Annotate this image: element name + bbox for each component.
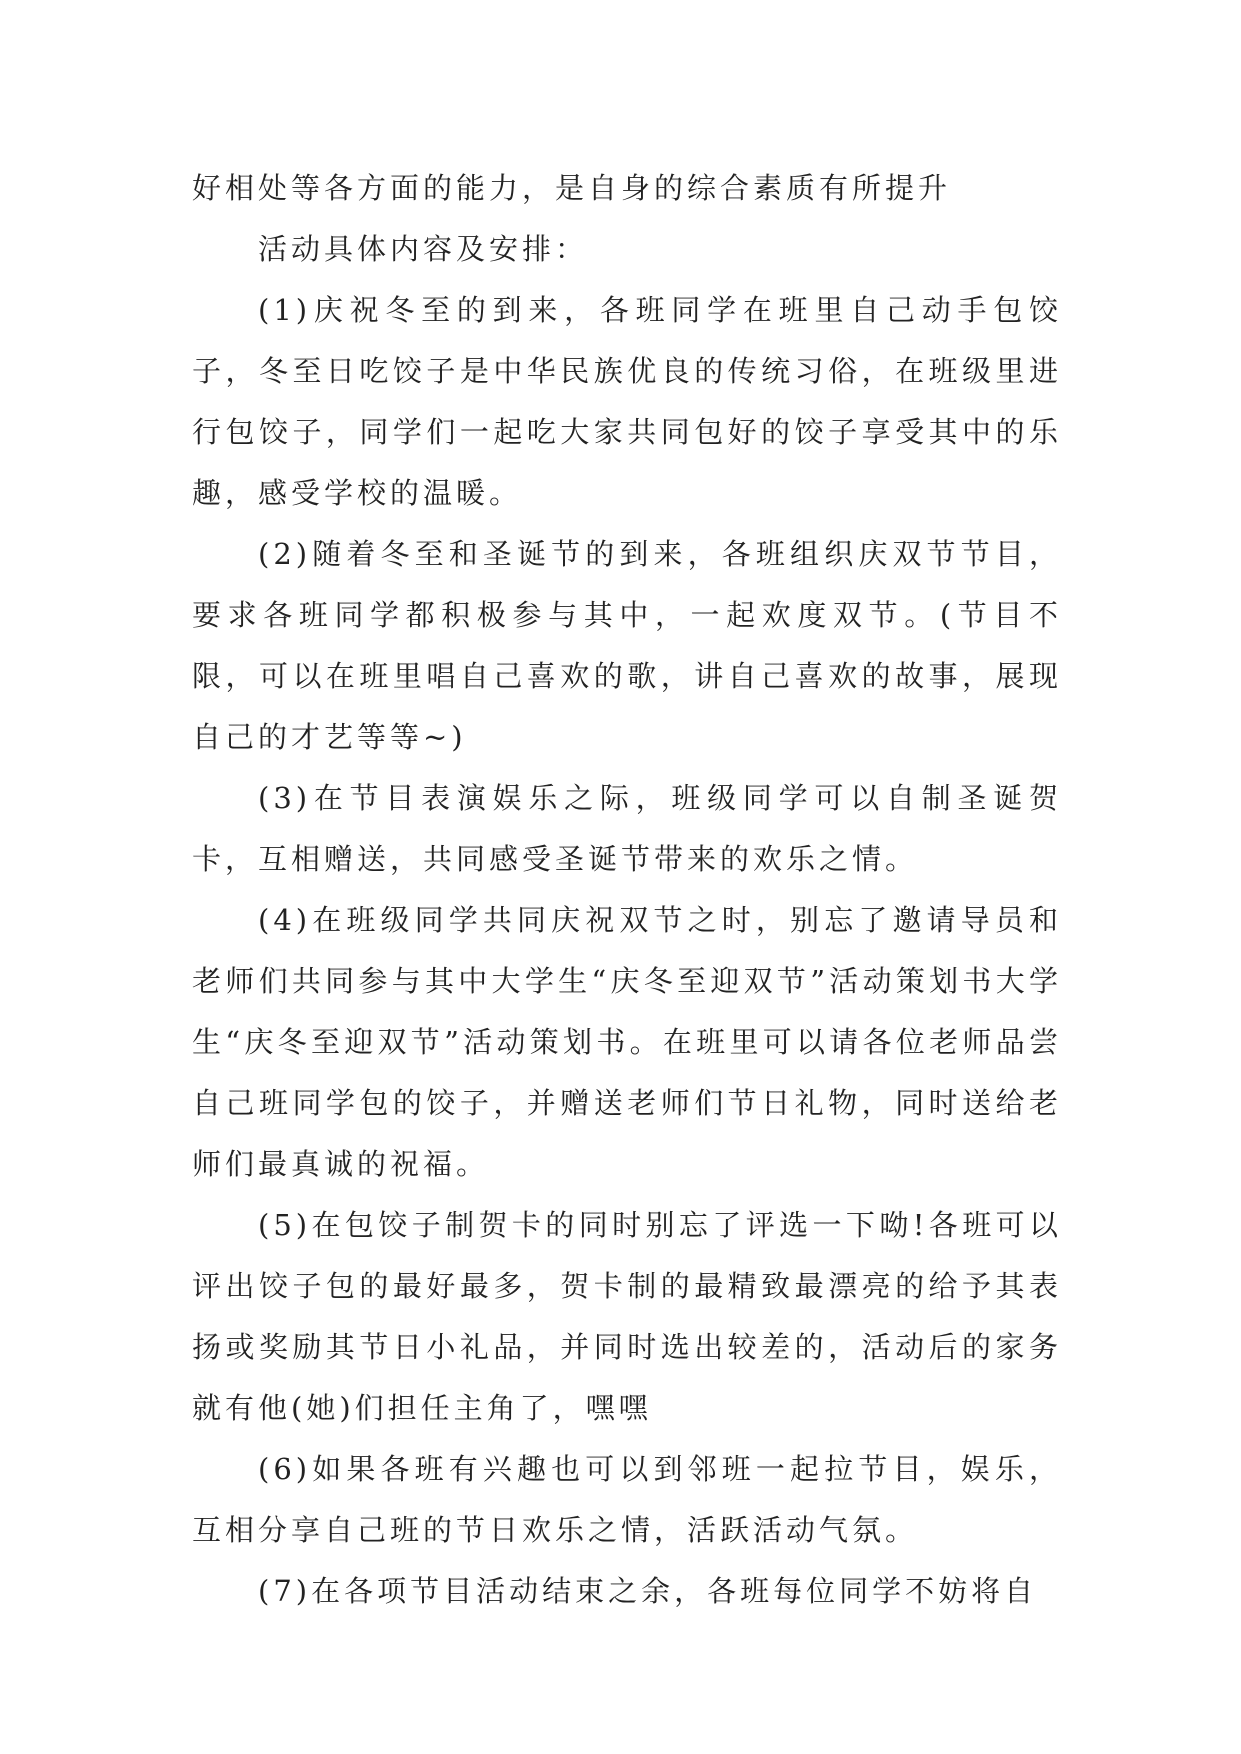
document-body <box>192 158 1062 1622</box>
paragraph-9: (7)在各项节目活动结束之余，各班每位同学不妨将自 <box>258 1574 1038 1608</box>
paragraph-4: (2)随着冬至和圣诞节的到来，各班组织庆双节节目，要求各班同学都积极参与其中，一起欢度双节。(节目不限，可以在班里唱自己喜欢的歌，讲自己喜欢的故事，展现自己的才艺等等~) <box>192 537 1062 754</box>
paragraph-5: (3)在节目表演娱乐之际，班级同学可以自制圣诞贺卡，互相赠送，共同感受圣诞节带来的欢乐之情。 <box>192 781 1062 876</box>
paragraph-3: (1)庆祝冬至的到来，各班同学在班里自己动手包饺子，冬至日吃饺子是中华民族优良的传统习俗，在班级里进行包饺子，同学们一起吃大家共同包好的饺子享受其中的乐趣，感受学校的温暖。 <box>192 293 1062 510</box>
paragraph-8: (6)如果各班有兴趣也可以到邻班一起拉节目，娱乐，互相分享自己班的节日欢乐之情，活跃活动气氛。 <box>192 1452 1062 1547</box>
paragraph-6: (4)在班级同学共同庆祝双节之时，别忘了邀请导员和老师们共同参与其中大学生“庆冬至迎双节”活动策划书大学生“庆冬至迎双节”活动策划书。在班里可以请各位老师品尝自己班同学包的饺子，并赠送老师们节日礼物，同时送给老师们最真诚的祝福。 <box>192 903 1062 1181</box>
paragraph-7: (5)在包饺子制贺卡的同时别忘了评选一下呦!各班可以评出饺子包的最好最多，贺卡制的最精致最漂亮的给予其表扬或奖励其节日小礼品，并同时选出较差的，活动后的家务就有他(她)们担任主角了，嘿嘿 <box>192 1208 1062 1425</box>
paragraph-1: 好相处等各方面的能力，是自身的综合素质有所提升 <box>192 171 952 205</box>
paragraph-2: 活动具体内容及安排： <box>258 232 589 266</box>
